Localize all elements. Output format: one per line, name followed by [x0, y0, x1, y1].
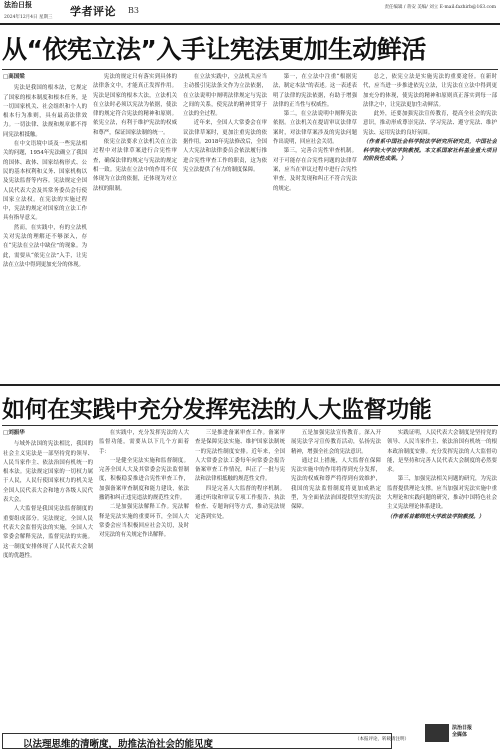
article2-column-1	[3, 429, 93, 729]
footer-quote-box	[2, 733, 392, 749]
paragraph: 第一，在立法中注重“根据宪法，制定本法”的表述。这一表述表明了法律的宪法依据，有助于增强法律的正当性与权威性。	[273, 74, 357, 108]
paragraph: 人大监督是我国宪法监督制度的重要组成部分。宪法规定，全国人民代表大会监督宪法的实施，全国人大常委会解释宪法，监督宪法的实施。这一制度安排体现了人民代表大会制度的优越性。	[3, 506, 93, 559]
article1-divider	[2, 69, 498, 70]
article2-column-4	[291, 429, 381, 729]
paragraph: 在立法实践中，立法机关应当主动援引宪法条文作为立法依据，在立法说明中阐明法律规定与宪法之间的关系，使宪法的精神贯穿于立法的全过程。	[183, 74, 267, 118]
article1-column-2	[93, 73, 177, 381]
paragraph: 实践证明，人民代表大会制度是坚持党的领导、人民当家作主、依法治国有机统一的根本政治制度安排。充分发挥宪法的人大监督功能，是坚持和完善人民代表大会制度的必然要求。	[387, 430, 497, 474]
section-divider	[0, 384, 500, 386]
footer-editor-note: （本报评论，转载请注明）	[355, 737, 409, 742]
paragraph: 在中文语境中谈及一些宪法相关的问题，1954年宪法确立了我国的国体、政体、国家结构形式、公民的基本权利和义务、国家机构以及宪法监督等内容。宪法规定全国人民代表大会及其常务委员会行使国家立法权。在宪法的实施过程中，宪法的规定对国家的立法工作具有指导意义。	[3, 141, 87, 222]
paragraph: 与域外法国的宪法相比，我国的社会主义宪法是一部坚持党的领导、人民当家作主、依法治国有机统一的根本法。宪法规定国家的一切权力属于人民，人民行使国家权力的机关是全国人民代表大会和地方各级人民代表大会。	[3, 441, 93, 504]
paragraph: 宪法是我国的根本法，它规定了国家的根本制度和根本任务，是一切国家机关、社会组织和个人的根本行为准则，具有最高法律效力。一切法律、法规和规章都不得同宪法相抵触。	[3, 85, 87, 138]
paragraph: 在实践中，充分发挥宪法的人大监督功能，需要从以下几个方面着手：	[99, 430, 189, 455]
article2-author-note: （作者系首都师范大学政法学院教授。）	[387, 513, 485, 520]
article2-divider	[2, 425, 498, 426]
article2-column-3	[195, 429, 285, 729]
paragraph: 然而，在实践中，有的立法机关对宪法的理解还不够深入，存在“宪法在立法中缺位”的现象。为此，需要从“依宪立法”入手，让宪法在立法中得到更加充分的体现。	[3, 224, 87, 268]
qr-code-icon	[425, 724, 449, 742]
article2-column-5	[387, 429, 497, 719]
paragraph: 依宪立法要求立法机关在立法过程中对法律草案进行合宪性审查，确保法律的规定与宪法的规定相一致。宪法在立法中的作用不仅体现为立法的依据，还体现为对立法权的限制。	[93, 139, 177, 192]
article1-column-3	[183, 73, 267, 381]
newspaper-logo: 法治日报	[4, 0, 32, 9]
masthead	[0, 0, 500, 26]
paragraph: 四是完善人大监督的程序机制。通过听取和审议专项工作报告、执法检查、专题询问等方式，推动宪法规定落到实处。	[195, 485, 285, 520]
article2-headline: 如何在实践中充分发挥宪法的人大监督功能	[2, 397, 432, 423]
article2-column-2	[99, 429, 189, 729]
article1-headline: 从“依宪立法”入手让宪法更加生动鲜活	[2, 35, 426, 64]
paragraph: 三是推进备案审查工作。备案审查是保障宪法实施、维护国家法制统一的宪法性制度安排。近年来，全国人大常委会法工委每年向常委会报告备案审查工作情况，纠正了一批与宪法和法律相抵触的规范性文件。	[195, 430, 285, 483]
paragraph: 五是加强宪法宣传教育。深入开展宪法学习宣传教育活动，弘扬宪法精神，增强全社会的宪法意识。	[291, 430, 381, 455]
paragraph: 一是健全宪法实施和监督制度。完善全国人大及其常委会宪法监督制度，积极稳妥推进合宪性审查工作，加强备案审查制度和能力建设，依法撤销和纠正违宪违法的规范性文件。	[99, 457, 189, 502]
paragraph: 此外，还要加强宪法宣传教育，提高全社会的宪法意识，推动形成尊崇宪法、学习宪法、遵守宪法、维护宪法、运用宪法的良好氛围。	[363, 111, 497, 136]
footer-logo	[425, 722, 495, 746]
article1-column-5	[363, 73, 497, 381]
masthead-rule	[0, 23, 500, 25]
paragraph: 通过以上措施，人大监督在保障宪法实施中的作用将得到充分发挥，宪法的权威和尊严将得到有效维护，我国的宪法监督制度将更加成熟定型，为全面依法治国提供坚实的宪法保障。	[291, 457, 381, 511]
footer-logo-text: 法治日报 全媒体	[452, 725, 473, 738]
paragraph: 二是加强宪法解释工作。宪法解释是宪法实施的重要环节，全国人大常委会应当积极回应社会关切，及时对宪法的有关规定作出解释。	[99, 504, 189, 539]
paragraph: 近年来，全国人大常委会在审议法律草案时，更加注重宪法的依据作用。2018年宪法修改后，全国人大宪法和法律委员会依法履行推进合宪性审查工作的职责，这为依宪立法提供了有力的制度保障。	[183, 120, 267, 173]
issue-date: 2024年12月4日 星期三	[4, 15, 53, 20]
footer-quote: 以法理思维的清晰度，助推法治社会的能见度	[23, 739, 214, 750]
article1-column-4	[273, 73, 357, 381]
editor-info: 责任编辑 / 蒋安 美编/ 刘立 E-mail:fazhirb@163.com	[384, 5, 496, 10]
page-number: B3	[128, 6, 139, 15]
article1-column-1	[3, 73, 87, 381]
article2-byline: □刘振华	[3, 430, 25, 436]
article1-author-note: （作者系中国社会科学院法学研究所研究员，中国社会科学院大学法学院教授。本文系国家社科基金重大项目的阶段性成果。）	[363, 139, 497, 163]
article1-byline: □高国梁	[3, 74, 25, 80]
section-title: 学者评论	[70, 5, 116, 18]
paragraph: 第三，完善合宪性审查机制。对于可能存在合宪性问题的法律草案，应当在审议过程中进行合宪性审查，及时发现和纠正不符合宪法的规定。	[273, 148, 357, 192]
paragraph: 宪法的规定只有落实到具体的法律条文中，才能真正发挥作用。宪法是国家的根本大法，立法机关在立法时必须以宪法为依据，使法律的规定符合宪法的精神和原则。依宪立法，有利于维护宪法的权威和尊严，保证国家法制的统一。	[93, 74, 177, 136]
paragraph: 第三，加强宪法相关问题的研究，为宪法监督提供理论支撑。应当加强对宪法实施中重大理论和实践问题的研究，推动中国特色社会主义宪法理论体系建设。	[387, 476, 497, 511]
paragraph: 总之，依宪立法是实施宪法的重要途径。在新时代，应当进一步推进依宪立法，让宪法在立法中得到更加充分的体现，使宪法的精神和原则真正落实到每一部法律之中，让宪法更加生动鲜活。	[363, 74, 497, 108]
paragraph: 第二，在立法说明中阐释宪法依据。立法机关在提请审议法律草案时，对法律草案涉及的宪法问题作出说明，回应社会关切。	[273, 111, 357, 146]
